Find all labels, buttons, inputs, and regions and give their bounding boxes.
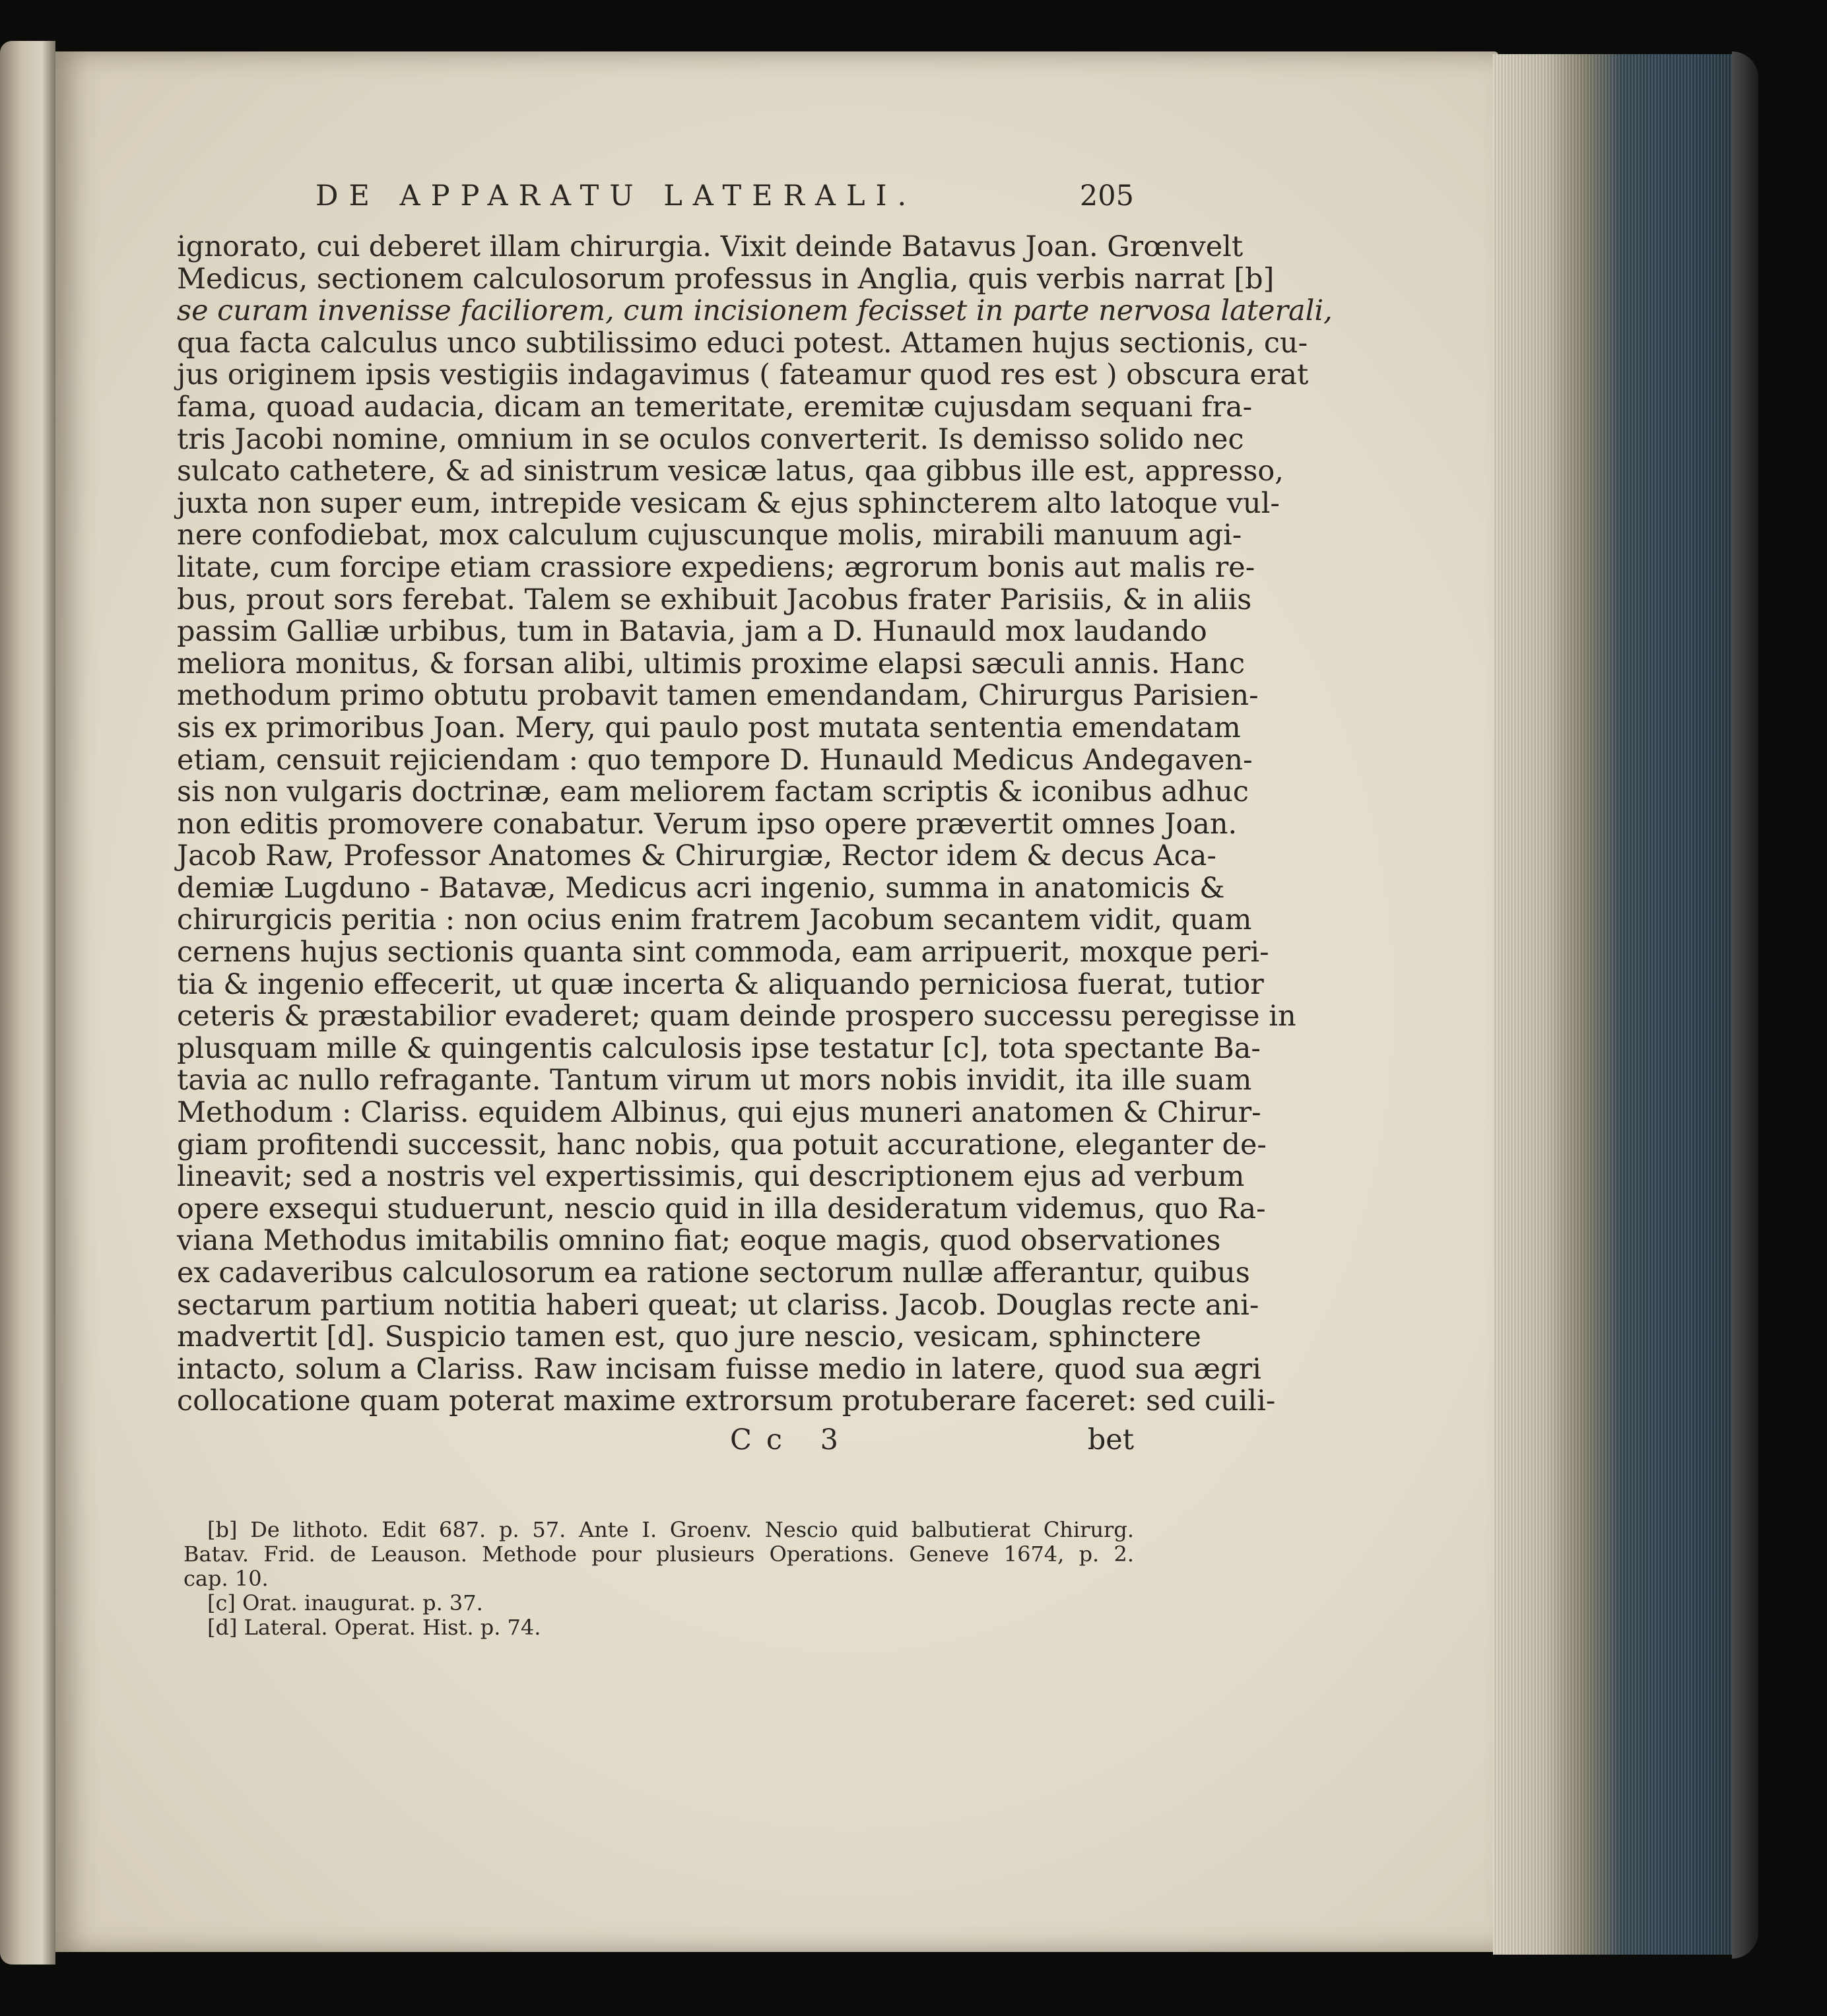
text-line: madvertit [d]. Suspicio tamen est, quo jure nescio, vesicam, sphinctere (177, 1320, 1201, 1354)
text-line: plusquam mille & quingentis calculosis ipse testatur [c], tota spectante Ba- (177, 1031, 1261, 1065)
footnote-line: [b] De lithoto. Edit 687. p. 57. Ante I. Groenv. Nescio quid balbutierat Chirurg. (207, 1517, 1134, 1542)
text-line: ignorato, cui deberet illam chirurgia. Vixit deinde Batavus Joan. Grœnvelt (177, 230, 1244, 263)
text-line: sis ex primoribus Joan. Mery, qui paulo post mutata sententia emendatam (177, 711, 1241, 744)
text-line: jus originem ipsis vestigiis indagavimus ( fateamur quod res est ) obscura erat (177, 358, 1309, 392)
text-line: bus, prout sors ferebat. Talem se exhibuit Jacobus frater Parisiis, & in aliis (177, 583, 1252, 616)
text-line: qua facta calculus unco subtilissimo educi potest. Attamen hujus sectionis, cu- (177, 326, 1308, 360)
text-line: non editis promovere conabatur. Verum ipso opere prævertit omnes Joan. (177, 807, 1238, 841)
book-fore-edge (1493, 54, 1752, 1955)
text-line: tavia ac nullo refragante. Tantum virum ut mors nobis invidit, ita ille suam (177, 1064, 1252, 1097)
text-line: intacto, solum a Clariss. Raw incisam fuisse medio in latere, quod sua ægri (177, 1352, 1261, 1386)
footnote-line: cap. 10. (183, 1566, 269, 1591)
text-line: meliora monitus, & forsan alibi, ultimis proxime elapsi sæculi annis. Hanc (177, 647, 1246, 680)
text-line: giam profitendi successit, hanc nobis, qua potuit accuratione, eleganter de- (177, 1128, 1267, 1161)
text-line: ceteris & præstabilior evaderet; quam deinde prospero successu peregisse in (177, 1000, 1296, 1033)
text-line: sectarum partium notitia haberi queat; ut clariss. Jacob. Douglas recte ani- (177, 1288, 1259, 1322)
text-line: Methodum : Clariss. equidem Albinus, qui ejus muneri anatomen & Chirur- (177, 1096, 1261, 1130)
catchword: bet (1087, 1423, 1134, 1456)
signature-line (177, 1424, 1134, 1458)
footnote-line: [c] Orat. inaugurat. p. 37. (207, 1590, 483, 1615)
text-line: ex cadaveribus calculosorum ea ratione sectorum nullæ afferantur, quibus (177, 1256, 1250, 1289)
facing-page-edge (0, 41, 55, 1965)
text-line: demiæ Lugduno - Batavæ, Medicus acri ingenio, summa in anatomicis & (177, 871, 1225, 905)
signature-mark: Cc 3 (730, 1423, 853, 1456)
text-line: tia & ingenio effecerit, ut quæ incerta & aliquando perniciosa fuerat, tutior (177, 967, 1264, 1001)
footnote-line: Batav. Frid. de Leauson. Methode pour plusieurs Operations. Geneve 1674, p. 2. (183, 1542, 1134, 1567)
text-line: juxta non super eum, intrepide vesicam & ejus sphincterem alto latoque vul- (177, 486, 1280, 520)
text-line: chirurgicis peritia : non ocius enim fratrem Jacobum secantem vidit, quam (177, 903, 1252, 937)
text-line: se curam invenisse faciliorem, cum incisionem fecisset in parte nervosa laterali, (177, 294, 1333, 328)
text-line: viana Methodus imitabilis omnino fiat; eoque magis, quod observationes (177, 1224, 1221, 1258)
running-head (316, 179, 1134, 222)
text-line: passim Galliæ urbibus, tum in Batavia, jam a D. Hunauld mox laudando (177, 615, 1207, 649)
text-line: lineavit; sed a nostris vel expertissimis, qui descriptionem ejus ad verbum (177, 1160, 1245, 1194)
text-line: etiam, censuit rejiciendam : quo tempore D. Hunauld Medicus Andegaven- (177, 743, 1253, 777)
text-line: litate, cum forcipe etiam crassiore expediens; ægrorum bonis aut malis re- (177, 550, 1255, 584)
body-text (177, 230, 1333, 1418)
text-line: cernens hujus sectionis quanta sint commoda, eam arripuerit, moxque peri- (177, 936, 1269, 969)
text-line: tris Jacobi nomine, omnium in se oculos converterit. Is demisso solido nec (177, 422, 1244, 456)
footnotes (183, 1518, 1134, 1640)
text-line: Jacob Raw, Professor Anatomes & Chirurgiæ, Rector idem & decus Aca- (177, 839, 1216, 873)
text-line: opere exsequi studuerunt, nescio quid in illa desideratum videmus, quo Ra- (177, 1192, 1266, 1225)
text-line: methodum primo obtutu probavit tamen emendandam, Chirurgus Parisien- (177, 679, 1259, 713)
running-title: DE APPARATU LATERALI. (316, 179, 917, 212)
footnote-line: [d] Lateral. Operat. Hist. p. 74. (207, 1615, 541, 1640)
page-number: 205 (1079, 179, 1134, 212)
text-line: sis non vulgaris doctrinæ, eam meliorem factam scriptis & iconibus adhuc (177, 775, 1249, 809)
text-line: collocatione quam poterat maxime extrorsum protuberare faceret: sed cuili- (177, 1384, 1276, 1418)
text-line: sulcato cathetere, & ad sinistrum vesicæ latus, qaa gibbus ille est, appresso, (177, 455, 1284, 488)
text-line: nere confodiebat, mox calculum cujuscunque molis, mirabili manuum agi- (177, 519, 1242, 552)
text-line: Medicus, sectionem calculosorum professus in Anglia, quis verbis narrat [b] (177, 262, 1275, 296)
text-line: fama, quoad audacia, dicam an temeritate, eremitæ cujusdam sequani fra- (177, 390, 1253, 424)
